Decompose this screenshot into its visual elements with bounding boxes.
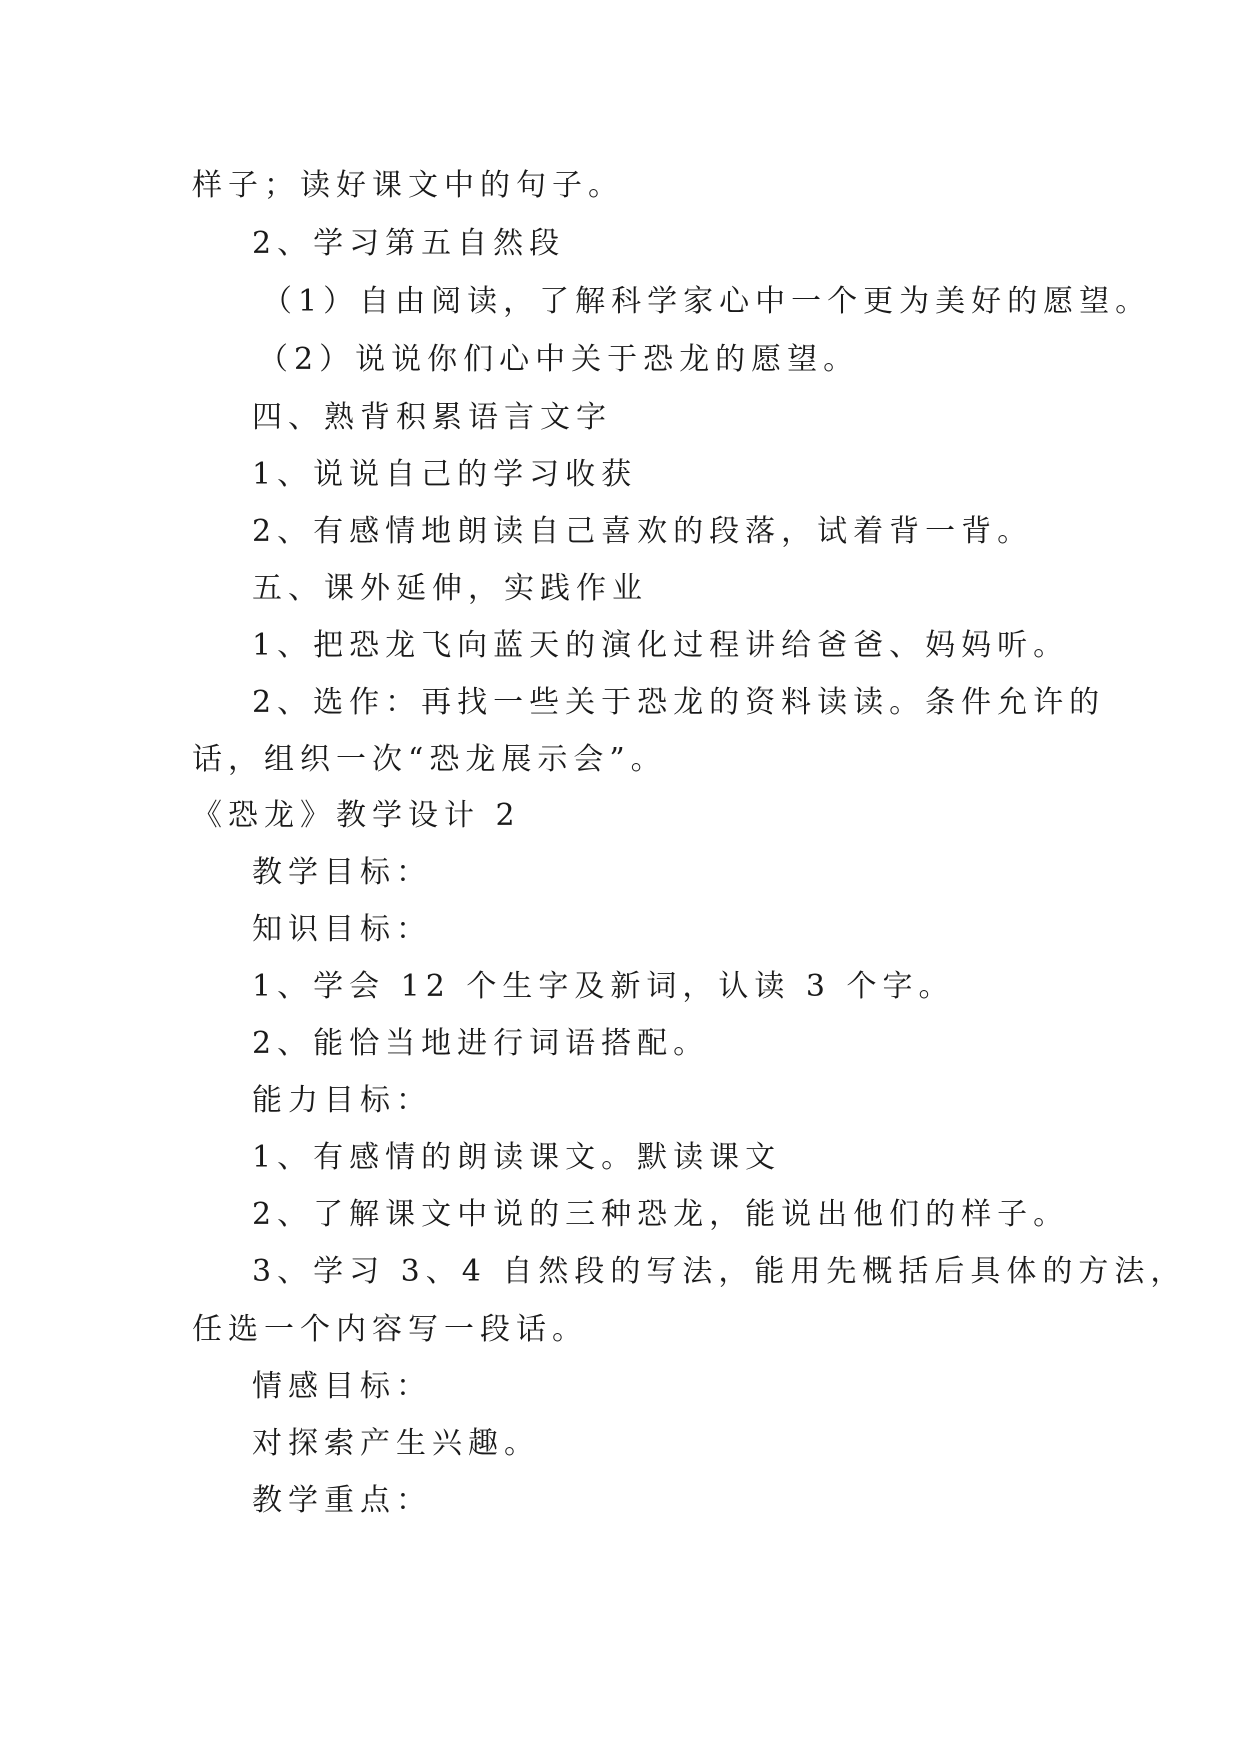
text-line: 1、说说自己的学习收获 [252,457,638,492]
text-line: 对探索产生兴趣。 [252,1426,540,1461]
text-line: 教学目标： [252,855,432,890]
text-line: 1、把恐龙飞向蓝天的演化过程讲给爸爸、妈妈听。 [252,628,1070,663]
text-line: 样子；读好课文中的句子。 [192,168,624,203]
text-line: 情感目标： [252,1369,432,1404]
text-line: （2）说说你们心中关于恐龙的愿望。 [258,342,860,377]
text-line: 2、选作：再找一些关于恐龙的资料读读。条件允许的 [252,685,1106,720]
text-line: 1、学会 12 个生字及新词，认读 3 个字。 [252,969,955,1004]
section-heading: 五、课外延伸，实践作业 [252,571,648,606]
section-heading: 四、熟背积累语言文字 [252,400,612,435]
document-title: 《恐龙》教学设计 2 [192,798,521,833]
text-line: （1）自由阅读，了解科学家心中一个更为美好的愿望。 [262,284,1152,319]
text-line: 能力目标： [252,1083,432,1118]
text-line: 2、有感情地朗读自己喜欢的段落，试着背一背。 [252,514,1034,549]
text-line: 2、能恰当地进行词语搭配。 [252,1026,710,1061]
text-line: 任选一个内容写一段话。 [192,1312,588,1347]
text-line: 2、了解课文中说的三种恐龙，能说出他们的样子。 [252,1197,1070,1232]
text-line: 话，组织一次“恐龙展示会”。 [192,742,667,777]
text-line: 教学重点： [252,1483,432,1518]
text-line: 1、有感情的朗读课文。默读课文 [252,1140,782,1175]
text-line: 知识目标： [252,912,432,947]
text-line: 3、学习 3、4 自然段的写法，能用先概括后具体的方法， [252,1254,1187,1289]
text-line: 2、学习第五自然段 [252,226,566,261]
